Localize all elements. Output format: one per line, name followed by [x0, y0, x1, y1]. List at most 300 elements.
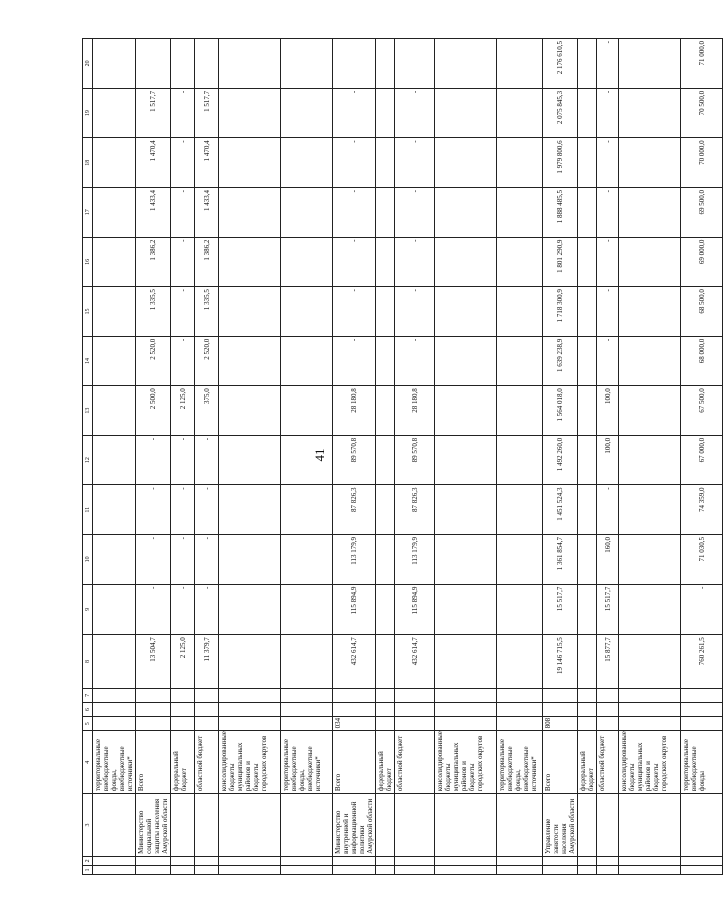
value-cell: - — [597, 237, 619, 287]
value-cell: - — [136, 535, 171, 585]
code-cell: 034 — [333, 717, 376, 731]
col-1-cell — [376, 865, 395, 874]
column-number: 11 — [83, 485, 93, 535]
value-cell — [497, 336, 543, 386]
value-cell: - — [395, 138, 435, 188]
value-cell — [619, 336, 681, 386]
value-cell: - — [333, 287, 376, 337]
value-cell — [578, 237, 597, 287]
value-cell: - — [333, 187, 376, 237]
value-cell: - — [597, 88, 619, 138]
col-6-cell — [93, 703, 136, 717]
value-cell: 71 000,0 — [681, 39, 723, 89]
value-cell — [93, 635, 136, 689]
value-cell: 70 000,0 — [681, 138, 723, 188]
col-2-cell — [333, 856, 376, 865]
source-cell: Всего — [333, 731, 376, 794]
col-1-cell — [195, 865, 219, 874]
value-cell — [497, 386, 543, 436]
col-1-cell — [395, 865, 435, 874]
value-cell: - — [171, 88, 195, 138]
col-2-cell — [93, 856, 136, 865]
source-cell: федеральный бюджет — [578, 731, 597, 794]
value-cell — [497, 237, 543, 287]
value-cell: 100,0 — [597, 386, 619, 436]
value-cell — [281, 39, 333, 89]
value-cell: 2 125,0 — [171, 635, 195, 689]
column-number: 4 — [83, 731, 93, 794]
value-cell: 100,0 — [597, 435, 619, 485]
value-cell: 1 451 524,3 — [543, 485, 578, 535]
value-cell: 113 179,9 — [395, 535, 435, 585]
source-cell: областной бюджет — [597, 731, 619, 794]
col-1-cell — [333, 865, 376, 874]
value-cell: 74 359,0 — [681, 485, 723, 535]
col-6-cell — [435, 703, 497, 717]
value-cell: 11 379,7 — [195, 635, 219, 689]
col-7-cell — [281, 688, 333, 702]
value-cell: 1 470,4 — [136, 138, 171, 188]
value-cell: 15 517,7 — [543, 584, 578, 635]
column-number: 1 — [83, 865, 93, 874]
value-cell: - — [171, 138, 195, 188]
col-7-cell — [543, 688, 578, 702]
value-cell — [435, 584, 497, 635]
executor-cell: Министерство внутренней и информационной политики Амурской области — [333, 794, 376, 857]
col-2-cell — [136, 856, 171, 865]
value-cell: 1 470,4 — [195, 138, 219, 188]
executor-cell: Управление занятости населения Амурской области — [543, 794, 578, 857]
col-6-cell — [578, 703, 597, 717]
value-cell — [376, 237, 395, 287]
col-1-cell — [497, 865, 543, 874]
value-cell — [619, 584, 681, 635]
value-cell: - — [395, 187, 435, 237]
col-6-cell — [219, 703, 281, 717]
col-6-cell — [543, 703, 578, 717]
value-cell — [619, 39, 681, 89]
code-cell — [619, 717, 681, 731]
value-cell: - — [171, 485, 195, 535]
value-cell — [219, 336, 281, 386]
value-cell: 1 888 485,5 — [543, 187, 578, 237]
value-cell — [497, 584, 543, 635]
value-cell — [219, 187, 281, 237]
value-cell — [497, 39, 543, 89]
value-cell — [435, 237, 497, 287]
value-cell: - — [171, 435, 195, 485]
column-number: 10 — [83, 535, 93, 585]
source-cell: областной бюджет — [195, 731, 219, 794]
value-cell: - — [333, 138, 376, 188]
value-cell — [578, 336, 597, 386]
value-cell: - — [681, 584, 723, 635]
col-7-cell — [93, 688, 136, 702]
value-cell: 67 000,0 — [681, 435, 723, 485]
page-number: 41 — [312, 448, 327, 462]
column-number: 3 — [83, 794, 93, 857]
value-cell: 19 146 715,5 — [543, 635, 578, 689]
source-cell: территориальные внебюджетные фонды, внебюджетные источники* — [281, 731, 333, 794]
column-number: 18 — [83, 138, 93, 188]
value-cell: - — [333, 237, 376, 287]
col-7-cell — [619, 688, 681, 702]
value-cell — [281, 635, 333, 689]
value-cell: 2 520,0 — [136, 336, 171, 386]
value-cell — [281, 187, 333, 237]
value-cell — [435, 535, 497, 585]
value-cell — [497, 88, 543, 138]
col-7-cell — [597, 688, 619, 702]
value-cell: - — [597, 485, 619, 535]
value-cell: - — [195, 435, 219, 485]
value-cell — [578, 187, 597, 237]
value-cell: 2 125,0 — [171, 386, 195, 436]
table-row — [376, 39, 395, 875]
value-cell: 67 500,0 — [681, 386, 723, 436]
col-7-cell — [578, 688, 597, 702]
value-cell — [435, 485, 497, 535]
value-cell — [219, 138, 281, 188]
value-cell — [578, 287, 597, 337]
column-number: 19 — [83, 88, 93, 138]
value-cell: 89 570,8 — [333, 435, 376, 485]
value-cell: 2 176 610,5 — [543, 39, 578, 89]
table-row — [195, 39, 219, 875]
value-cell: 28 180,8 — [395, 386, 435, 436]
col-1-cell — [219, 865, 281, 874]
source-cell: федеральный бюджет — [171, 731, 195, 794]
col-1-cell — [136, 865, 171, 874]
value-cell — [281, 386, 333, 436]
executor-cell — [281, 794, 333, 857]
value-cell — [281, 88, 333, 138]
value-cell — [435, 187, 497, 237]
value-cell: 115 894,9 — [395, 584, 435, 635]
value-cell: 15 877,7 — [597, 635, 619, 689]
value-cell — [219, 435, 281, 485]
source-cell: областной бюджет — [395, 731, 435, 794]
col-2-cell — [578, 856, 597, 865]
value-cell: 13 504,7 — [136, 635, 171, 689]
value-cell — [219, 237, 281, 287]
code-cell: 808 — [543, 717, 578, 731]
value-cell — [93, 237, 136, 287]
value-cell: - — [597, 287, 619, 337]
executor-cell — [93, 794, 136, 857]
value-cell: 432 614,7 — [395, 635, 435, 689]
col-7-cell — [333, 688, 376, 702]
value-cell — [497, 287, 543, 337]
value-cell — [376, 287, 395, 337]
col-6-cell — [333, 703, 376, 717]
value-cell — [435, 336, 497, 386]
col-1-cell — [681, 865, 723, 874]
value-cell: - — [195, 485, 219, 535]
table-row — [136, 39, 171, 875]
value-cell — [376, 336, 395, 386]
value-cell — [93, 485, 136, 535]
value-cell — [435, 435, 497, 485]
value-cell: - — [136, 584, 171, 635]
col-6-cell — [376, 703, 395, 717]
col-2-cell — [395, 856, 435, 865]
value-cell: 15 517,7 — [597, 584, 619, 635]
value-cell — [219, 584, 281, 635]
col-1-cell — [543, 865, 578, 874]
col-7-cell — [435, 688, 497, 702]
code-cell — [497, 717, 543, 731]
code-cell — [195, 717, 219, 731]
col-6-cell — [195, 703, 219, 717]
value-cell: 1 386,2 — [136, 237, 171, 287]
value-cell — [578, 386, 597, 436]
value-cell — [497, 138, 543, 188]
value-cell — [281, 485, 333, 535]
value-cell: 1 718 300,9 — [543, 287, 578, 337]
value-cell — [93, 88, 136, 138]
col-7-cell — [171, 688, 195, 702]
executor-cell — [578, 794, 597, 857]
value-cell — [93, 584, 136, 635]
value-cell — [578, 88, 597, 138]
value-cell — [195, 39, 219, 89]
value-cell — [281, 138, 333, 188]
value-cell: - — [333, 88, 376, 138]
executor-cell — [681, 794, 723, 857]
value-cell: 1 801 290,9 — [543, 237, 578, 287]
source-cell: Всего — [543, 731, 578, 794]
value-cell — [578, 535, 597, 585]
source-cell: территориальные внебюджетные фонды — [681, 731, 723, 794]
col-6-cell — [395, 703, 435, 717]
value-cell: 160,0 — [597, 535, 619, 585]
value-cell: - — [171, 535, 195, 585]
value-cell — [281, 287, 333, 337]
column-number: 15 — [83, 287, 93, 337]
value-cell — [281, 435, 333, 485]
value-cell: - — [171, 584, 195, 635]
source-cell: консолидированные бюджеты муниципальных районов и бюджеты городских округов — [219, 731, 281, 794]
table-row — [543, 39, 578, 875]
column-number: 5 — [83, 717, 93, 731]
value-cell: - — [171, 336, 195, 386]
value-cell: - — [395, 88, 435, 138]
value-cell — [619, 635, 681, 689]
executor-cell — [395, 794, 435, 857]
value-cell — [281, 535, 333, 585]
financing-table — [82, 38, 723, 875]
column-number: 14 — [83, 336, 93, 386]
col-1-cell — [171, 865, 195, 874]
column-number: 20 — [83, 39, 93, 89]
col-2-cell — [435, 856, 497, 865]
code-cell — [219, 717, 281, 731]
column-number: 12 — [83, 435, 93, 485]
value-cell — [578, 635, 597, 689]
value-cell — [219, 386, 281, 436]
value-cell — [93, 336, 136, 386]
table-row — [497, 39, 543, 875]
value-cell — [435, 88, 497, 138]
value-cell: 68 500,0 — [681, 287, 723, 337]
value-cell: - — [195, 535, 219, 585]
column-number: 13 — [83, 386, 93, 436]
value-cell — [619, 435, 681, 485]
value-cell — [619, 88, 681, 138]
executor-cell — [435, 794, 497, 857]
executor-cell — [597, 794, 619, 857]
value-cell: 70 500,0 — [681, 88, 723, 138]
col-7-cell — [219, 688, 281, 702]
value-cell — [578, 485, 597, 535]
value-cell — [435, 386, 497, 436]
value-cell — [281, 336, 333, 386]
value-cell — [93, 39, 136, 89]
value-cell — [619, 138, 681, 188]
column-number: 6 — [83, 703, 93, 717]
col-6-cell — [681, 703, 723, 717]
value-cell — [578, 435, 597, 485]
value-cell: 1 433,4 — [195, 187, 219, 237]
value-cell: 1 335,5 — [136, 287, 171, 337]
source-cell: территориальные внебюджетные фонды, внебюджетные источники* — [93, 731, 136, 794]
rotated-table-container — [82, 38, 706, 875]
value-cell: 1 639 238,9 — [543, 336, 578, 386]
source-cell: федеральный бюджет — [376, 731, 395, 794]
value-cell: 28 180,8 — [333, 386, 376, 436]
col-6-cell — [597, 703, 619, 717]
value-cell — [376, 138, 395, 188]
value-cell — [136, 39, 171, 89]
value-cell — [376, 535, 395, 585]
col-1-cell — [281, 865, 333, 874]
value-cell: 87 826,3 — [395, 485, 435, 535]
value-cell — [93, 535, 136, 585]
value-cell: - — [597, 336, 619, 386]
value-cell: - — [395, 237, 435, 287]
value-cell — [93, 187, 136, 237]
col-1-cell — [597, 865, 619, 874]
table-row — [171, 39, 195, 875]
value-cell: - — [597, 187, 619, 237]
value-cell: 1 492 260,0 — [543, 435, 578, 485]
source-cell: консолидированные бюджеты муниципальных районов и бюджеты городских округов — [619, 731, 681, 794]
value-cell — [619, 485, 681, 535]
col-2-cell — [376, 856, 395, 865]
col-1-cell — [93, 865, 136, 874]
executor-cell — [619, 794, 681, 857]
col-2-cell — [497, 856, 543, 865]
col-7-cell — [136, 688, 171, 702]
value-cell: 1 517,7 — [195, 88, 219, 138]
col-2-cell — [219, 856, 281, 865]
value-cell — [333, 39, 376, 89]
value-cell: 2 520,0 — [195, 336, 219, 386]
source-cell: территориальные внебюджетные фонды, внебюджетные источники* — [497, 731, 543, 794]
executor-cell — [195, 794, 219, 857]
value-cell — [435, 39, 497, 89]
value-cell — [395, 39, 435, 89]
col-7-cell — [395, 688, 435, 702]
value-cell — [497, 635, 543, 689]
value-cell — [219, 635, 281, 689]
executor-cell — [171, 794, 195, 857]
value-cell: 760 261,5 — [681, 635, 723, 689]
code-cell — [93, 717, 136, 731]
value-cell — [281, 584, 333, 635]
value-cell — [619, 386, 681, 436]
value-cell — [619, 187, 681, 237]
value-cell — [578, 584, 597, 635]
value-cell: 71 030,5 — [681, 535, 723, 585]
value-cell — [281, 237, 333, 287]
value-cell: 2 500,0 — [136, 386, 171, 436]
value-cell: - — [171, 237, 195, 287]
value-cell: - — [195, 584, 219, 635]
column-number: 9 — [83, 584, 93, 635]
col-2-cell — [281, 856, 333, 865]
value-cell: 432 614,7 — [333, 635, 376, 689]
code-cell — [281, 717, 333, 731]
code-cell — [681, 717, 723, 731]
executor-cell — [219, 794, 281, 857]
value-cell — [93, 386, 136, 436]
value-cell — [497, 535, 543, 585]
col-1-cell — [578, 865, 597, 874]
code-cell — [171, 717, 195, 731]
value-cell: - — [395, 336, 435, 386]
value-cell — [93, 138, 136, 188]
value-cell: 1 517,7 — [136, 88, 171, 138]
table-row — [395, 39, 435, 875]
code-cell — [578, 717, 597, 731]
col-2-cell — [597, 856, 619, 865]
table-row — [281, 39, 333, 875]
value-cell — [219, 535, 281, 585]
value-cell: 375,0 — [195, 386, 219, 436]
value-cell — [376, 435, 395, 485]
value-cell — [219, 88, 281, 138]
table-row — [619, 39, 681, 875]
header-row — [83, 39, 93, 875]
value-cell: 69 000,0 — [681, 237, 723, 287]
code-cell — [376, 717, 395, 731]
col-2-cell — [543, 856, 578, 865]
value-cell: - — [333, 336, 376, 386]
source-cell: консолидированные бюджеты муниципальных районов и бюджеты городских округов — [435, 731, 497, 794]
column-number: 2 — [83, 856, 93, 865]
value-cell: 113 179,9 — [333, 535, 376, 585]
table-row — [219, 39, 281, 875]
value-cell: 69 500,0 — [681, 187, 723, 237]
table-row — [681, 39, 723, 875]
col-2-cell — [619, 856, 681, 865]
value-cell: 1 361 854,7 — [543, 535, 578, 585]
value-cell — [497, 435, 543, 485]
col-6-cell — [281, 703, 333, 717]
value-cell: 1 386,2 — [195, 237, 219, 287]
value-cell: 1 335,5 — [195, 287, 219, 337]
col-2-cell — [171, 856, 195, 865]
value-cell — [93, 435, 136, 485]
value-cell — [497, 187, 543, 237]
value-cell — [93, 287, 136, 337]
table-row — [93, 39, 136, 875]
col-6-cell — [619, 703, 681, 717]
value-cell — [619, 287, 681, 337]
value-cell: - — [136, 435, 171, 485]
